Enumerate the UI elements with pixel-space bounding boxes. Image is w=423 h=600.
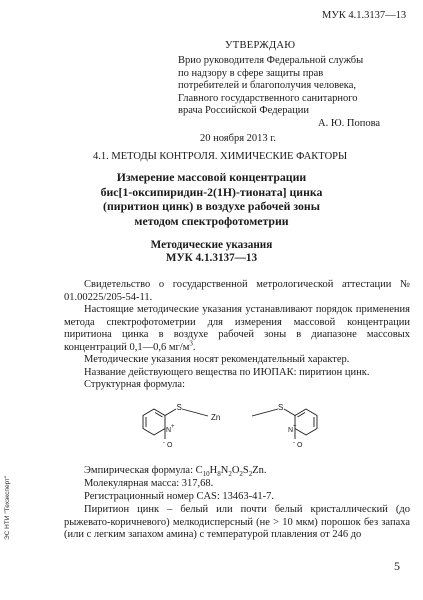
atom-label: Zn	[211, 413, 221, 422]
document-title-line: (пиритион цинк) в воздухе рабочей зоны	[103, 199, 320, 213]
scope-end: .	[192, 341, 196, 353]
left-s-zn-bond	[182, 409, 208, 416]
scope-superscript: 3	[189, 339, 193, 347]
side-stamp: ЭС НТИ "Техэксперт"	[4, 475, 11, 540]
atom-charge: -	[163, 440, 165, 446]
empirical-formula-line	[84, 465, 267, 478]
formula-element: Zn.	[252, 465, 267, 476]
atom-label: O	[297, 442, 303, 449]
iupac-line: Название действующего вещества по ИЮПАК: пиритион цинк.	[84, 366, 370, 378]
approval-line: врача Российской Федерации	[178, 105, 309, 116]
document-code: МУК 4.1.3137—13	[322, 10, 407, 21]
left-s-bond	[165, 409, 176, 416]
right-s-bond	[284, 409, 295, 416]
formula-element: H	[209, 465, 218, 476]
subtitle-guidelines: Методические указания	[150, 239, 273, 251]
approval-signer: А. Ю. Попова	[318, 117, 381, 129]
structural-formula-label: Структурная формула:	[84, 379, 185, 390]
right-s-zn-bond	[252, 409, 278, 416]
formula-count: 2	[248, 470, 253, 479]
atom-label: S	[278, 403, 284, 412]
formula-count: 8	[217, 470, 221, 479]
formula-element: N	[220, 465, 229, 476]
atom-charge: +	[293, 424, 297, 430]
formula-element: C	[195, 465, 203, 476]
page-number: 5	[394, 559, 400, 573]
structural-formula-diagram	[130, 396, 330, 452]
atom-label: N	[288, 427, 294, 434]
approval-date: 20 ноября 2013 г.	[200, 133, 277, 144]
approval-line: Главного государственного санитарного	[178, 92, 358, 104]
advisory-line: Методические указания носят рекомендательный характер.	[84, 354, 350, 365]
scope-text: Настоящие методические указания устанавливают порядок применения метода спектрофотометрии для измерения массовой концентрации пиритиона цинка в воздухе рабочей зоны в диапазоне массовых концентраций 0,1—0,6 мг/м	[64, 304, 410, 353]
formula-element: S	[242, 465, 249, 476]
approval-line: по надзору в сфере защиты прав	[178, 67, 324, 79]
atom-label: S	[176, 403, 182, 412]
empirical-label: Эмпирическая формула:	[84, 465, 196, 476]
formula-count: 10	[202, 470, 210, 479]
cas-number-line: Регистрационный номер CAS: 13463-41-7.	[84, 490, 275, 502]
atom-label: O	[167, 442, 173, 449]
formula-element: O	[231, 465, 240, 476]
approval-line: Врио руководителя Федеральной службы	[178, 55, 364, 66]
document-title-line: бис[1-оксипиридин-2(1H)-тионата] цинка	[100, 184, 323, 199]
atom-label: N	[166, 427, 172, 434]
description-paragraph: Пиритион цинк – белый или почти белый кристаллический (до рыжевато-коричневого) мелкодисперсный (не > 10 мкм) порошок без запаха (или с легким запахом амина) с температурой плавления от 246 до	[64, 504, 410, 540]
scope-paragraph	[64, 304, 410, 354]
formula-count: 2	[228, 470, 232, 479]
molecular-mass-line: Молекулярная масса: 317,68.	[84, 478, 214, 489]
subtitle-code: МУК 4.1.3137—13	[165, 252, 258, 264]
document-title-line: методом спектрофотометрии	[134, 213, 289, 228]
atom-charge: -	[293, 440, 295, 446]
formula-count: 2	[239, 470, 243, 479]
approval-title: УТВЕРЖДАЮ	[225, 40, 296, 51]
atom-charge: +	[171, 424, 175, 430]
approval-line: потребителей и благополучия человека,	[178, 80, 357, 91]
document-title-line: Измерение массовой концентрации	[116, 170, 307, 184]
certificate-paragraph: Свидетельство о государственной метрологической аттестации № 01.00225/205-54-11.	[64, 279, 410, 303]
section-heading: 4.1. МЕТОДЫ КОНТРОЛЯ. ХИМИЧЕСКИЕ ФАКТОРЫ	[93, 151, 348, 162]
